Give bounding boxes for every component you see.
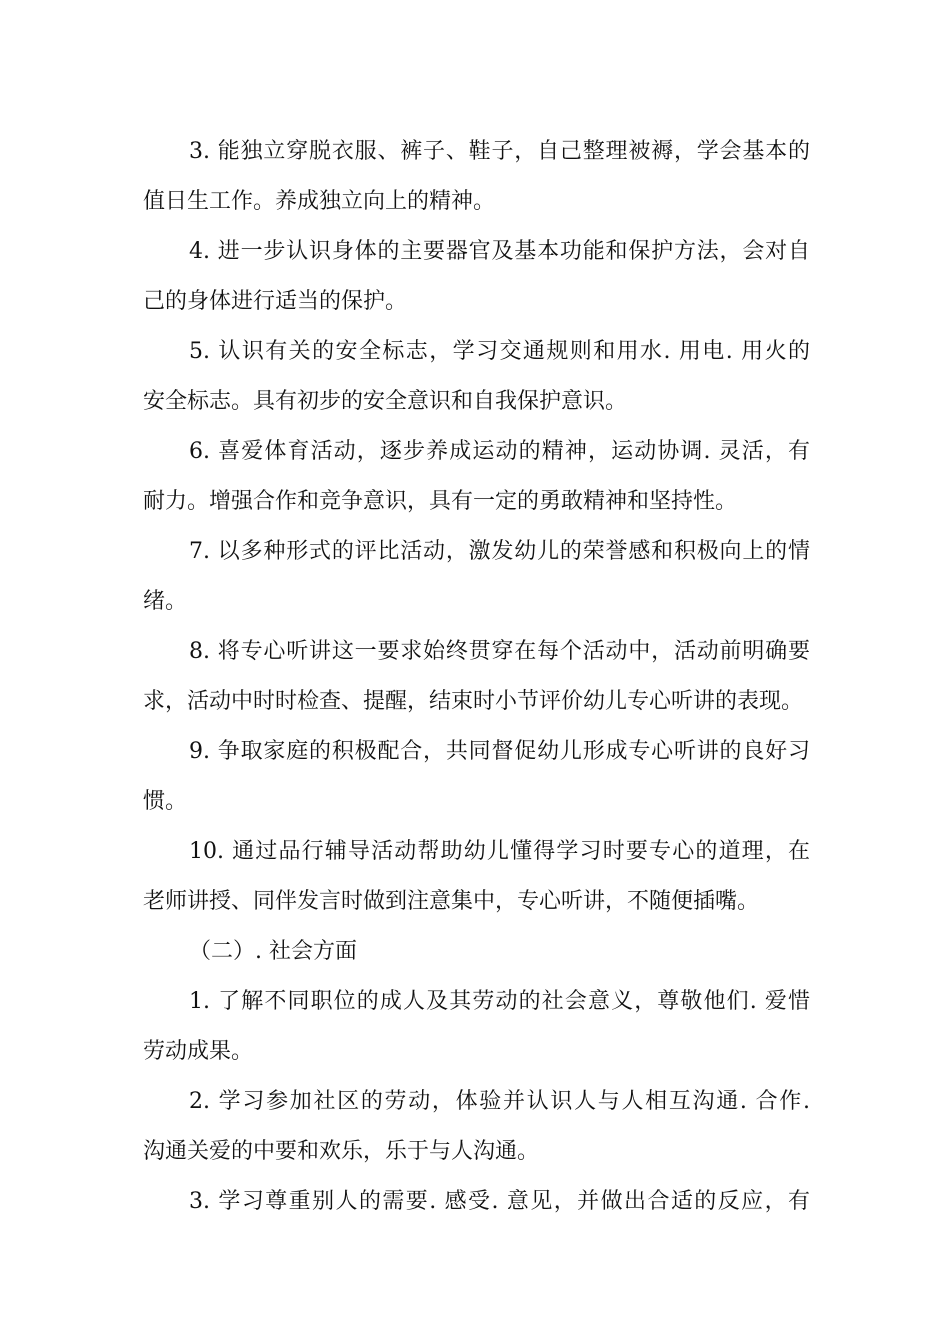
paragraph-item-8 bbox=[143, 628, 810, 728]
paragraph-item-6 bbox=[143, 428, 810, 528]
paragraph-line: 8. 将专心听讲这一要求始终贯穿在每个活动中，活动前明确要 bbox=[189, 639, 810, 664]
paragraph-line: 1. 了解不同职位的成人及其劳动的社会意义，尊敬他们. 爱惜 bbox=[189, 989, 810, 1014]
paragraph-line: 安全标志。具有初步的安全意识和自我保护意识。 bbox=[143, 389, 628, 414]
paragraph-line: 己的身体进行适当的保护。 bbox=[143, 289, 408, 314]
paragraph-line: 绪。 bbox=[143, 589, 188, 614]
paragraph-line: 4. 进一步认识身体的主要器官及基本功能和保护方法，会对自 bbox=[189, 239, 810, 264]
paragraph-line: 3. 学习尊重别人的需要. 感受. 意见，并做出合适的反应，有 bbox=[189, 1189, 810, 1214]
paragraph-line: 10. 通过品行辅导活动帮助幼儿懂得学习时要专心的道理，在 bbox=[189, 839, 810, 864]
paragraph-line: 5. 认识有关的安全标志，学习交通规则和用水. 用电. 用火的 bbox=[189, 339, 810, 364]
paragraph-line: 耐力。增强合作和竞争意识，具有一定的勇敢精神和坚持性。 bbox=[143, 489, 738, 514]
paragraph-line: 2. 学习参加社区的劳动，体验并认识人与人相互沟通. 合作. bbox=[189, 1089, 810, 1114]
paragraph-line: 劳动成果。 bbox=[143, 1039, 254, 1064]
paragraph-item-10 bbox=[143, 828, 810, 928]
paragraph-line: 惯。 bbox=[143, 789, 188, 814]
paragraph-item-4 bbox=[143, 228, 810, 328]
section-heading-social bbox=[143, 928, 810, 978]
document-body bbox=[143, 128, 810, 1228]
paragraph-line: 老师讲授、同伴发言时做到注意集中，专心听讲，不随便插嘴。 bbox=[143, 889, 760, 914]
paragraph-item-social-3 bbox=[143, 1178, 810, 1228]
paragraph-item-9 bbox=[143, 728, 810, 828]
paragraph-line: 7. 以多种形式的评比活动，激发幼儿的荣誉感和积极向上的情 bbox=[189, 539, 810, 564]
paragraph-line: 沟通关爱的中要和欢乐，乐于与人沟通。 bbox=[143, 1139, 540, 1164]
paragraph-item-social-2 bbox=[143, 1078, 810, 1178]
section-heading-text: （二）. 社会方面 bbox=[189, 939, 357, 964]
paragraph-line: 求，活动中时时检查、提醒，结束时小节评价幼儿专心听讲的表现。 bbox=[143, 689, 804, 714]
paragraph-item-social-1 bbox=[143, 978, 810, 1078]
paragraph-item-3 bbox=[143, 128, 810, 228]
paragraph-line: 6. 喜爱体育活动，逐步养成运动的精神，运动协调. 灵活，有 bbox=[189, 439, 810, 464]
paragraph-line: 值日生工作。养成独立向上的精神。 bbox=[143, 189, 496, 214]
paragraph-item-5 bbox=[143, 328, 810, 428]
paragraph-line: 3. 能独立穿脱衣服、裤子、鞋子，自己整理被褥，学会基本的 bbox=[189, 139, 810, 164]
paragraph-line: 9. 争取家庭的积极配合，共同督促幼儿形成专心听讲的良好习 bbox=[189, 739, 810, 764]
paragraph-item-7 bbox=[143, 528, 810, 628]
